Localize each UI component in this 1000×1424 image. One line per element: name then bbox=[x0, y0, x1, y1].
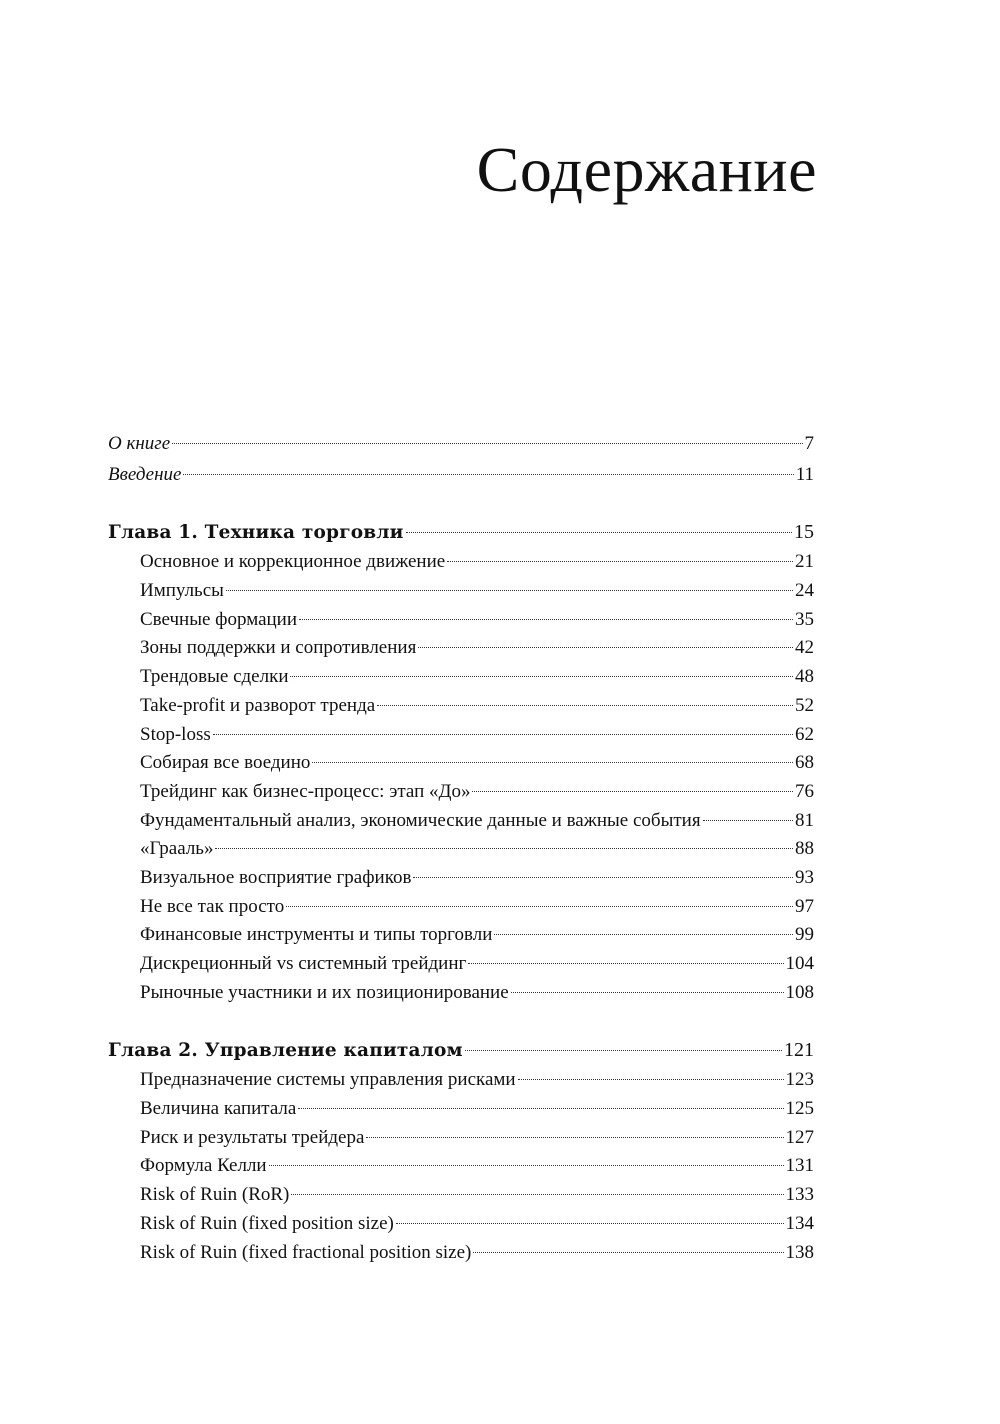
dot-leader bbox=[226, 590, 793, 591]
dot-leader bbox=[511, 992, 784, 993]
toc-section-entry bbox=[108, 606, 814, 635]
toc-entry-page: 11 bbox=[795, 463, 814, 485]
toc-section-entry bbox=[108, 807, 814, 836]
toc-section-entry bbox=[108, 634, 814, 663]
toc-section-entry bbox=[108, 577, 814, 606]
toc-entry-label: Визуальное восприятие графиков bbox=[140, 866, 412, 888]
toc-entry-page: 76 bbox=[795, 780, 814, 802]
dot-leader bbox=[213, 734, 793, 735]
toc-entry-label: Введение bbox=[108, 463, 182, 485]
toc-entry-page: 134 bbox=[785, 1212, 814, 1234]
toc-entry-page: 99 bbox=[795, 924, 814, 946]
dot-leader bbox=[468, 963, 783, 964]
toc-entry-label: Take-profit и разворот тренда bbox=[140, 694, 376, 716]
dot-leader bbox=[418, 647, 793, 648]
dot-leader bbox=[447, 561, 793, 562]
toc-entry-label: Фундаментальный анализ, экономические данные и важные события bbox=[140, 809, 701, 831]
toc-entry-label: Собирая все воедино bbox=[140, 752, 311, 774]
dot-leader bbox=[396, 1223, 784, 1224]
toc-entry-page: 88 bbox=[795, 838, 814, 860]
toc-entry-page: 93 bbox=[795, 866, 814, 888]
toc-entry-page: 97 bbox=[795, 895, 814, 917]
toc-entry-label: Дискреционный vs системный трейдинг bbox=[140, 953, 467, 974]
dot-leader bbox=[298, 1108, 783, 1109]
toc-section-entry bbox=[108, 864, 814, 893]
toc-entry-label: Risk of Ruin (RoR) bbox=[140, 1184, 290, 1206]
toc-entry-about-book bbox=[108, 430, 814, 459]
dot-leader bbox=[269, 1165, 784, 1166]
dot-leader bbox=[465, 1050, 782, 1051]
toc-entry-page: 125 bbox=[785, 1098, 814, 1120]
toc-entry-page: 52 bbox=[795, 694, 814, 716]
toc-entry-label: «Грааль» bbox=[140, 838, 214, 860]
toc-entry-label: Рыночные участники и их позиционирование bbox=[140, 981, 509, 1003]
dot-leader bbox=[312, 762, 793, 763]
toc-section-entry bbox=[108, 950, 814, 979]
dot-leader bbox=[299, 619, 793, 620]
toc-section-entry bbox=[108, 1210, 814, 1239]
toc-section-entry bbox=[108, 1181, 814, 1210]
toc-entry-label: Зоны поддержки и сопротивления bbox=[140, 637, 417, 659]
toc-entry-label: Основное и коррекционное движение bbox=[140, 551, 446, 573]
toc-entry-label: Формула Келли bbox=[140, 1155, 267, 1177]
toc-entry-label: Risk of Ruin (fixed fractional position size) bbox=[140, 1241, 472, 1263]
dot-leader bbox=[413, 877, 793, 878]
toc-section-entry bbox=[108, 1095, 814, 1124]
toc-entry-label: О книге bbox=[108, 433, 171, 454]
dot-leader bbox=[366, 1137, 783, 1138]
dot-leader bbox=[377, 705, 793, 706]
toc-entry-label: Предназначение системы управления рисками bbox=[140, 1069, 516, 1091]
chapter-2-sections bbox=[108, 1066, 814, 1267]
toc-entry-page: 62 bbox=[795, 723, 814, 745]
toc-entry-label: Stop-loss bbox=[140, 723, 211, 745]
toc-entry-page: 35 bbox=[795, 608, 814, 630]
toc-section-entry bbox=[108, 548, 814, 577]
toc-entry-page: 42 bbox=[795, 637, 814, 659]
toc-section-entry bbox=[108, 663, 814, 692]
toc-entry-label: Не все так просто bbox=[140, 895, 285, 917]
page-title: Содержание bbox=[476, 134, 817, 205]
dot-leader bbox=[703, 820, 793, 821]
toc-entry-page: 127 bbox=[785, 1126, 814, 1148]
table-of-contents bbox=[108, 430, 814, 1267]
toc-entry-introduction bbox=[108, 461, 814, 490]
toc-section-entry bbox=[108, 1239, 814, 1268]
toc-section-entry bbox=[108, 893, 814, 922]
toc-entry-label: Финансовые инструменты и типы торговли bbox=[140, 924, 493, 946]
toc-entry-label: Свечные формации bbox=[140, 608, 298, 630]
toc-entry-page: 138 bbox=[785, 1241, 814, 1263]
toc-section-entry bbox=[108, 692, 814, 721]
dot-leader bbox=[472, 791, 793, 792]
toc-entry-label: Величина капитала bbox=[140, 1098, 297, 1120]
toc-section-entry bbox=[108, 1152, 814, 1181]
chapter-page: 121 bbox=[784, 1039, 814, 1062]
toc-entry-label: Risk of Ruin (fixed position size) bbox=[140, 1212, 394, 1234]
toc-section-entry bbox=[108, 1066, 814, 1095]
dot-leader bbox=[406, 532, 793, 533]
dot-leader bbox=[291, 1194, 783, 1195]
toc-entry-page: 133 bbox=[785, 1184, 814, 1206]
chapter-page: 15 bbox=[794, 521, 814, 544]
toc-entry-page: 104 bbox=[785, 953, 814, 974]
toc-section-entry bbox=[108, 778, 814, 807]
toc-entry-page: 21 bbox=[795, 551, 814, 573]
dot-leader bbox=[290, 676, 793, 677]
toc-entry-label: Трендовые сделки bbox=[140, 666, 289, 688]
toc-entry-label: Трейдинг как бизнес-процесс: этап «До» bbox=[140, 780, 471, 802]
toc-entry-page: 108 bbox=[785, 981, 814, 1003]
toc-entry-page: 48 bbox=[795, 666, 814, 688]
toc-section-entry bbox=[108, 979, 814, 1008]
toc-entry-page: 7 bbox=[804, 433, 814, 454]
toc-chapter-2 bbox=[108, 1035, 814, 1066]
dot-leader bbox=[215, 848, 793, 849]
toc-section-entry bbox=[108, 835, 814, 864]
dot-leader bbox=[183, 474, 793, 475]
dot-leader bbox=[518, 1079, 784, 1080]
chapter-title: Глава 1. Техника торговли bbox=[108, 522, 404, 544]
toc-entry-label: Риск и результаты трейдера bbox=[140, 1126, 365, 1148]
toc-section-entry bbox=[108, 749, 814, 778]
toc-entry-page: 123 bbox=[785, 1069, 814, 1091]
toc-chapter-1 bbox=[108, 517, 814, 548]
toc-section-entry bbox=[108, 1124, 814, 1153]
toc-section-entry bbox=[108, 721, 814, 750]
dot-leader bbox=[286, 906, 793, 907]
dot-leader bbox=[494, 934, 793, 935]
chapter-title: Глава 2. Управление капиталом bbox=[108, 1040, 463, 1062]
toc-entry-page: 81 bbox=[795, 809, 814, 831]
dot-leader bbox=[172, 443, 802, 444]
dot-leader bbox=[473, 1252, 783, 1253]
toc-section-entry bbox=[108, 921, 814, 950]
chapter-1-sections bbox=[108, 548, 814, 1007]
toc-entry-label: Импульсы bbox=[140, 580, 224, 602]
toc-entry-page: 131 bbox=[785, 1155, 814, 1177]
toc-entry-page: 68 bbox=[795, 752, 814, 774]
toc-entry-page: 24 bbox=[795, 580, 814, 602]
